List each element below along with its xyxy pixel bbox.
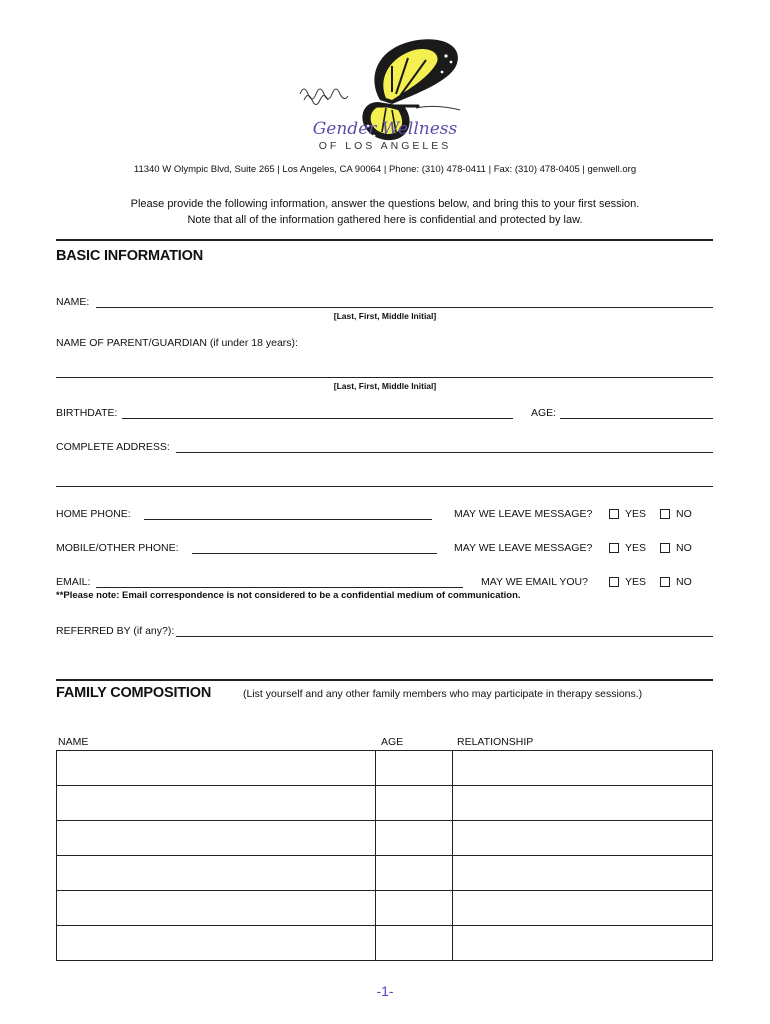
contact-line: 11340 W Olympic Blvd, Suite 265 | Los Angeles, CA 90064 | Phone: (310) 478-0411 | Fax: (310) 478-0405 | genwell.org	[133, 164, 637, 175]
guardian-caption: [Last, First, Middle Initial]	[333, 381, 437, 391]
age-cell[interactable]	[376, 821, 453, 856]
age-cell[interactable]	[376, 751, 453, 786]
birthdate-field[interactable]	[122, 418, 513, 419]
table-row	[57, 891, 713, 926]
checkbox[interactable]	[660, 543, 670, 553]
table-row	[57, 751, 713, 786]
age-cell[interactable]	[376, 891, 453, 926]
org-name: Gender Wellness	[312, 119, 458, 139]
mobile-leave-message-question: MAY WE LEAVE MESSAGE?	[454, 542, 593, 554]
no-label: NO	[676, 576, 692, 588]
mobile-message-no-option[interactable]	[660, 542, 692, 554]
yes-label: YES	[625, 576, 647, 588]
referred-field[interactable]	[176, 636, 713, 637]
no-label: NO	[676, 542, 692, 554]
mobile-phone-label: MOBILE/OTHER PHONE:	[56, 542, 179, 554]
column-header-age: AGE	[381, 736, 404, 748]
column-header-relationship: RELATIONSHIP	[457, 736, 534, 748]
email-no-option[interactable]	[660, 576, 692, 588]
email-field[interactable]	[96, 587, 463, 588]
age-cell[interactable]	[376, 926, 453, 961]
family-subtitle: (List yourself and any other family members who may participate in therapy sessions.)	[243, 688, 643, 700]
section-divider	[56, 239, 713, 241]
home-message-no-option[interactable]	[660, 508, 692, 520]
name-cell[interactable]	[57, 926, 376, 961]
relationship-cell[interactable]	[452, 926, 712, 961]
page-number: -1-	[376, 983, 394, 999]
email-note: **Please note: Email correspondence is not considered to be a confidential medium of communication.	[56, 590, 521, 601]
name-field[interactable]	[96, 307, 713, 308]
relationship-cell[interactable]	[452, 891, 712, 926]
name-cell[interactable]	[57, 856, 376, 891]
checkbox[interactable]	[660, 509, 670, 519]
mobile-message-yes-option[interactable]	[609, 542, 646, 554]
name-caption: [Last, First, Middle Initial]	[333, 311, 437, 321]
email-yes-option[interactable]	[609, 576, 646, 588]
home-leave-message-question: MAY WE LEAVE MESSAGE?	[454, 508, 593, 520]
checkbox[interactable]	[609, 509, 619, 519]
checkbox[interactable]	[609, 543, 619, 553]
name-cell[interactable]	[57, 751, 376, 786]
age-label: AGE:	[531, 407, 557, 419]
guardian-label: NAME OF PARENT/GUARDIAN (if under 18 years):	[56, 337, 298, 349]
address-label: COMPLETE ADDRESS:	[56, 441, 170, 453]
family-title: FAMILY COMPOSITION	[56, 685, 212, 701]
relationship-cell[interactable]	[452, 751, 712, 786]
intro-line-2: Note that all of the information gathered here is confidential and protected by law.	[187, 214, 583, 226]
intro-line-1: Please provide the following information, answer the questions below, and bring this to your first session.	[130, 198, 640, 210]
address-field-line-2[interactable]	[56, 486, 713, 487]
age-cell[interactable]	[376, 786, 453, 821]
age-cell[interactable]	[376, 856, 453, 891]
email-question: MAY WE EMAIL YOU?	[481, 576, 588, 588]
address-field[interactable]	[176, 452, 713, 453]
basic-info-title: BASIC INFORMATION	[56, 248, 203, 264]
table-row	[57, 926, 713, 961]
mobile-phone-field[interactable]	[192, 553, 437, 554]
yes-label: YES	[625, 542, 647, 554]
table-row	[57, 786, 713, 821]
column-header-name: NAME	[58, 736, 89, 748]
guardian-field[interactable]	[56, 377, 713, 378]
org-subtitle: OF LOS ANGELES	[318, 140, 452, 152]
email-label: EMAIL:	[56, 576, 91, 588]
section-divider	[56, 679, 713, 681]
home-message-yes-option[interactable]	[609, 508, 646, 520]
name-cell[interactable]	[57, 821, 376, 856]
name-cell[interactable]	[57, 786, 376, 821]
name-label: NAME:	[56, 296, 90, 308]
relationship-cell[interactable]	[452, 786, 712, 821]
home-phone-label: HOME PHONE:	[56, 508, 131, 520]
referred-label: REFERRED BY (if any?):	[56, 625, 175, 637]
name-cell[interactable]	[57, 891, 376, 926]
age-field[interactable]	[560, 418, 713, 419]
relationship-cell[interactable]	[452, 856, 712, 891]
home-phone-field[interactable]	[144, 519, 432, 520]
table-row	[57, 821, 713, 856]
checkbox[interactable]	[609, 577, 619, 587]
checkbox[interactable]	[660, 577, 670, 587]
family-table	[56, 750, 713, 961]
birthdate-label: BIRTHDATE:	[56, 407, 118, 419]
table-row	[57, 856, 713, 891]
yes-label: YES	[625, 508, 647, 520]
no-label: NO	[676, 508, 692, 520]
relationship-cell[interactable]	[452, 821, 712, 856]
